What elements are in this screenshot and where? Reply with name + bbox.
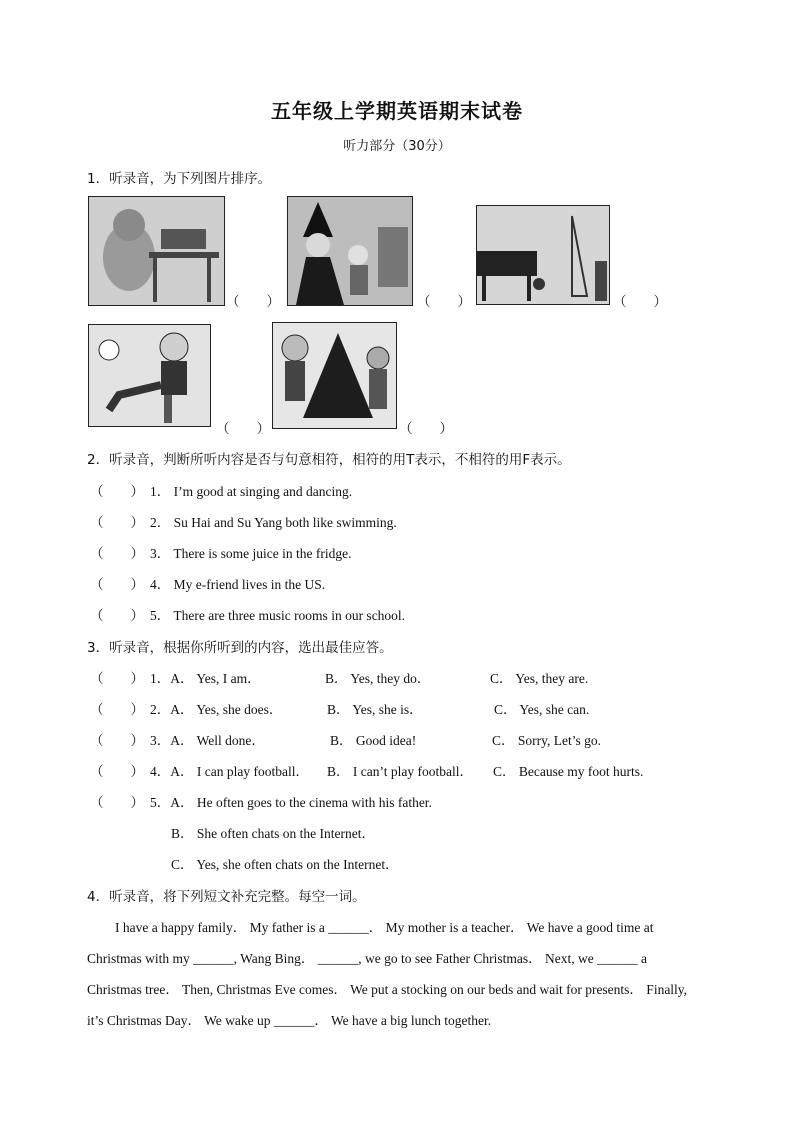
q3-instruction: 3．听录音，根据你所听到的内容，选出最佳应答。 (87, 640, 393, 656)
q3-item-5-paren[interactable]: （ ） (90, 795, 144, 810)
q2-item-1-text: 1． I’m good at singing and dancing. (150, 484, 353, 499)
q3-item-1-paren[interactable]: （ ） (90, 671, 144, 686)
q2-item-1-paren[interactable]: （ ） (90, 484, 144, 499)
q2-item-5-text: 5． There are three music rooms in our school. (150, 608, 406, 623)
q3-item-1-option-a: 1．A． Yes, I am． (150, 671, 261, 686)
picture-4-boy-football (88, 324, 211, 427)
q3-item-2-paren[interactable]: （ ） (90, 702, 144, 717)
q3-item-4-option-c: C． Because my foot hurts. (493, 764, 644, 779)
q4-paragraph-line-2: Christmas with my ______, Wang Bing． ______, we go to see Father Christmas． Next, we ______ a (87, 951, 647, 966)
q3-item-3-paren[interactable]: （ ） (90, 733, 144, 748)
q2-item-5-paren[interactable]: （ ） (90, 608, 144, 623)
q3-item-2-option-c: C． Yes, she can. (494, 702, 590, 717)
q2-item-2-text: 2． Su Hai and Su Yang both like swimming. (150, 515, 397, 530)
q2-item-4-text: 4． My e-friend lives in the US. (150, 577, 326, 592)
q4-paragraph-line-3: Christmas tree． Then, Christmas Eve comes． We put a stocking on our beds and wait for presents． Finally, (87, 982, 688, 997)
q3-item-4-paren[interactable]: （ ） (90, 764, 144, 779)
q3-item-4-option-a: 4．A． I can play football． (150, 764, 309, 779)
q3-item-5-option-a: 5．A． He often goes to the cinema with his father. (150, 795, 432, 810)
q1-paren-1[interactable]: （ ） (226, 294, 280, 309)
q1-paren-3[interactable]: （ ） (613, 294, 667, 309)
q3-item-3-option-c: C． Sorry, Let’s go. (492, 733, 601, 748)
section-subtitle: 听力部分（30分） (343, 139, 451, 154)
q3-item-5-option-b: B． She often chats on the Internet． (171, 826, 375, 841)
picture-1-bear-reading (88, 196, 225, 306)
q3-item-2-option-a: 2．A． Yes, she does． (150, 702, 283, 717)
q2-item-4-paren[interactable]: （ ） (90, 577, 144, 592)
q2-item-3-text: 3． There is some juice in the fridge. (150, 546, 352, 561)
q2-item-3-paren[interactable]: （ ） (90, 546, 144, 561)
q3-item-1-option-b: B． Yes, they do． (325, 671, 431, 686)
q1-paren-4[interactable]: （ ） (216, 421, 270, 436)
page-title: 五年级上学期英语期末试卷 (271, 99, 523, 123)
q3-item-3-option-a: 3．A． Well done． (150, 733, 265, 748)
q2-instruction: 2．听录音，判断所听内容是否与句意相符，相符的用T表示，不相符的用F表示。 (87, 452, 571, 468)
q4-instruction: 4．听录音，将下列短文补充完整。每空一词。 (87, 889, 366, 905)
q3-item-2-option-b: B． Yes, she is． (327, 702, 423, 717)
q1-paren-2[interactable]: （ ） (417, 294, 471, 309)
q3-item-5-option-c: C． Yes, she often chats on the Internet． (171, 857, 399, 872)
q2-item-2-paren[interactable]: （ ） (90, 515, 144, 530)
q4-paragraph-line-4: it’s Christmas Day． We wake up ______． We have a big lunch together. (87, 1013, 492, 1028)
q4-paragraph-line-1: I have a happy family． My father is a ______． My mother is a teacher． We have a good time at (115, 920, 654, 935)
q3-item-4-option-b: B． I can’t play football． (327, 764, 473, 779)
picture-5-christmas-tree-kids (272, 322, 397, 429)
q3-item-1-option-c: C． Yes, they are. (490, 671, 589, 686)
q1-paren-5[interactable]: （ ） (399, 421, 453, 436)
q3-item-3-option-b: B． Good idea! (330, 733, 417, 748)
q1-instruction: 1．听录音，为下列图片排序。 (87, 171, 272, 187)
picture-3-music-room (476, 205, 610, 305)
picture-2-witch-halloween (287, 196, 413, 306)
